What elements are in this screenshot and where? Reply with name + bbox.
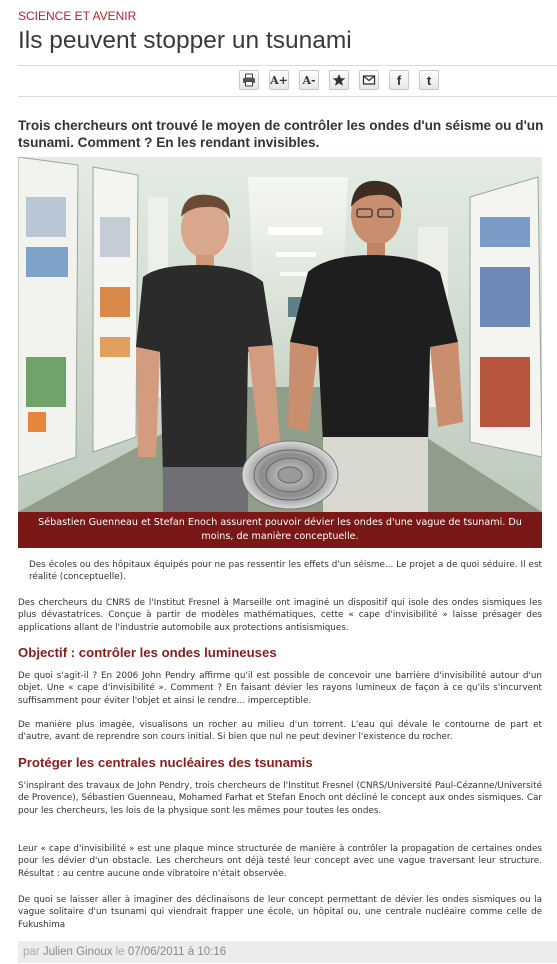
font-increase-button[interactable]: [269, 70, 289, 90]
article-photo: [18, 157, 542, 512]
email-icon: [362, 73, 376, 87]
favorite-button[interactable]: [329, 70, 349, 90]
print-button[interactable]: [239, 70, 259, 90]
font-decrease-button[interactable]: [299, 70, 319, 90]
section-heading-1: Objectif : contrôler les ondes lumineuses: [18, 645, 277, 660]
intro-paragraph: Des écoles ou des hôpitaux équipés pour ne pas ressentir les effets d'un séisme... Le projet a de quoi séduire. Il est réalité (conceptuelle).: [29, 560, 542, 583]
email-button[interactable]: [359, 70, 379, 90]
rubric-link[interactable]: SCIENCE ET AVENIR: [18, 9, 137, 23]
article-byline: [18, 941, 557, 963]
paragraph-3: De manière plus imagée, visualisons un rocher au milieu d'un torrent. L'eau qui dévale le contourne de part et d'autre, avant de reprendre son cours initial. Si bien que nul ne peut deviner l'existence du rocher.: [18, 720, 542, 743]
byline-date-prefix: le: [115, 946, 125, 958]
byline-prefix: par: [23, 946, 40, 958]
paragraph-1: Des chercheurs du CNRS de l'Institut Fresnel à Marseille ont imaginé un dispositif qui isole des ondes sismiques les plus dévastatrices. Conçue à partir de modèles mathématiques, cette « cape d'invisibilité » laisse présager des applications allant de l'industrie automobile aux protections antisismiques.: [18, 598, 542, 633]
author-link[interactable]: Julien Ginoux: [42, 946, 113, 958]
paragraph-5: Leur « cape d'invisibilité » est une plaque mince structurée de manière à contrôler la propagation de certaines ondes pour les dévier d'un obstacle. Les chercheurs ont déjà testé leur concept avec une vague traversant leur structure. Résultat : au centre aucune onde vibratoire n'était observée.: [18, 844, 542, 879]
article-lead: Trois chercheurs ont trouvé le moyen de contrôler les ondes d'un séisme ou d'un tsunami. Comment ? En les rendant invisibles.: [18, 118, 544, 150]
font-increase-icon: A+: [270, 73, 288, 87]
section-heading-2: Protéger les centrales nucléaires des tsunamis: [18, 755, 313, 770]
paragraph-4: S'inspirant des travaux de John Pendry, trois chercheurs de l'Institut Fresnel (CNRS/Université Paul-Cézanne/Université de Provence), Sébastien Guenneau, Mohamed Farhat et Stefan Enoch ont décliné le concept aux ondes sismiques. Car pour les chercheurs, les lois de la physique sont les mêmes pour toutes les ondes.: [18, 781, 542, 816]
print-icon: [242, 73, 256, 87]
font-decrease-icon: A-: [302, 73, 316, 87]
twitter-share-button[interactable]: [419, 70, 439, 90]
twitter-icon: t: [426, 72, 432, 88]
paragraph-2: De quoi s'agit-il ? En 2006 John Pendry affirme qu'il est possible de concevoir une barrière d'invisibilité autour d'un objet. Une « cape d'invisibilité ». Comment ? En faisant dévier les rayons lumineux de façon à ce qu'ils s'incurvent suffisamment pour éviter l'objet et ainsi le rendre... imperceptible.: [18, 671, 542, 706]
paragraph-6: De quoi se laisser aller à imaginer des déclinaisons de leur concept permettant de dévier les ondes sismiques ou la vague solitaire d'un tsunami qui viendrait frapper une école, un hôpital ou, une centrale nucléaire comme celle de Fukushima: [18, 895, 542, 930]
facebook-icon: f: [396, 72, 402, 88]
divider: [18, 65, 557, 66]
publish-date: 07/06/2011 à 10:16: [127, 946, 227, 958]
article-title: Ils peuvent stopper un tsunami: [18, 27, 352, 54]
facebook-share-button[interactable]: [389, 70, 409, 90]
divider: [18, 96, 557, 97]
star-icon: [332, 73, 346, 87]
photo-caption: Sébastien Guenneau et Stefan Enoch assurent pouvoir dévier les ondes d'une vague de tsunami. Du moins, de manière conceptuelle.: [18, 512, 542, 548]
